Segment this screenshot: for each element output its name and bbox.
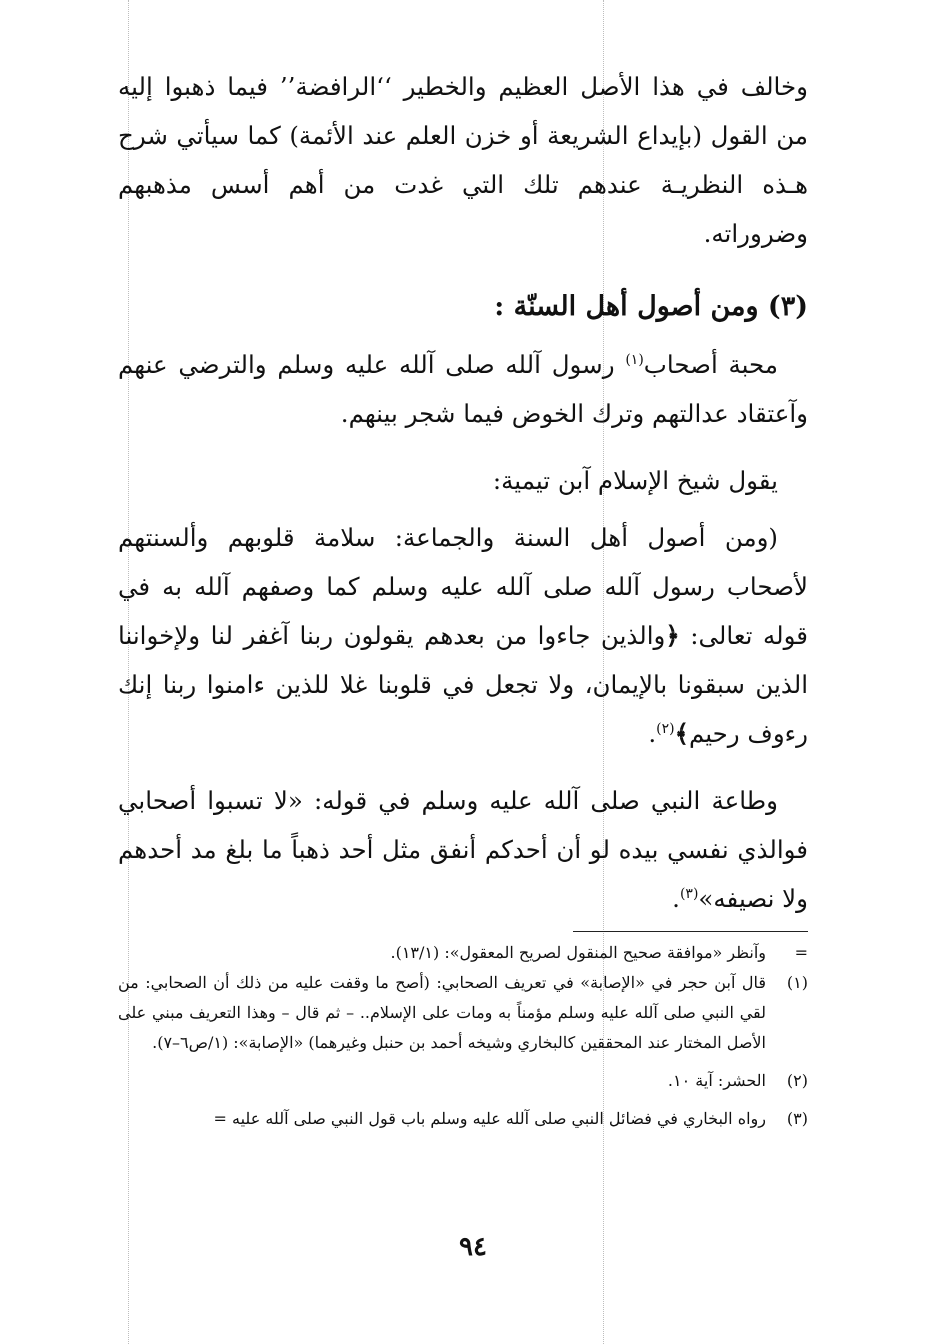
footnote-ref-2: (٢) <box>656 720 675 737</box>
footnote-text: وآنظر «موافقة صحيح المنقول لصريح المعقول»: (١٣/١). <box>390 943 766 962</box>
footnote-number: (٣) <box>786 1109 808 1128</box>
footnote-1 <box>118 968 808 1058</box>
quote-end-period: . <box>648 719 657 748</box>
footnotes <box>118 938 808 1134</box>
paragraph-love-companions-rest: رسول آلله صلى آلله عليه وسلم والترضي عنهم وآعتقاد عدالتهم وترك الخوض فيما شجر بينهم. <box>118 350 808 428</box>
paragraph-love-companions <box>118 340 808 438</box>
footnote-text: قال آبن حجر في «الإصابة» في تعريف الصحابي: (أصح ما وقفت عليه من ذلك أن الصحابي: من لقي النبي صلى آلله عليه وسلم مؤمناً به ومات على الإسلام.. – ثم قال – وهذا التعريف مبني على الأصل المختار عند المحققين كالبخاري وشيخه أحمد بن حنبل وغيرهما) «الإصابة»: (١/ص٦–٧). <box>118 973 766 1052</box>
footnote-ref-1: (١) <box>625 351 644 368</box>
paragraph-ibn-taymiyya-quote <box>118 513 808 758</box>
book-page <box>118 62 808 1134</box>
paragraph-love-companions-start: محبة أصحاب <box>643 350 778 379</box>
footnote-text: الحشر: آية ١٠. <box>667 1071 766 1090</box>
quote-text: (ومن أصول أهل السنة والجماعة: سلامة قلوبهم وألسنتهم لأصحاب رسول آلله صلى آلله عليه وسلم كما وصفهم آلله به في قوله تعالى: <box>118 523 808 650</box>
footnote-number: (١) <box>786 973 808 992</box>
section-heading: (٣) ومن أصول أهل السنّة : <box>494 291 808 322</box>
footnote-2 <box>118 1066 808 1096</box>
ornate-bracket-close: ﴾ <box>674 719 689 748</box>
footnote-text: رواه البخاري في فضائل النبي صلى آلله عليه وسلم باب قول النبي صلى آلله عليه = <box>213 1109 766 1128</box>
paragraph-hadith <box>118 776 808 923</box>
footnote-separator <box>573 931 808 932</box>
page-number: ٩٤ <box>459 1232 487 1262</box>
footnote-continued <box>118 938 808 968</box>
paragraph-ibn-taymiyya-intro: يقول شيخ الإسلام آبن تيمية: <box>492 466 778 495</box>
footnote-ref-3: (٣) <box>679 885 699 902</box>
quran-verse: والذين جاءوا من بعدهم يقولون ربنا آغفر لنا ولإخواننا الذين سبقونا بالإيمان، ولا تجعل في قلوبنا غلا للذين ءامنوا ربنا إنك رءوف رحيم <box>118 621 808 748</box>
hadith-text: وطاعة النبي صلى آلله عليه وسلم في قوله: «لا تسبوا أصحابي فوالذي نفسي بيده لو أن أحدكم أنفق مثل أحد ذهباً ما بلغ مد أحدهم ولا نصيفه» <box>118 786 808 913</box>
hadith-end-period: . <box>672 884 680 913</box>
ornate-bracket-open: ﴿ <box>665 621 680 650</box>
paragraph-rafida: وخالف في هذا الأصل العظيم والخطير ‘‘الرافضة’’ فيما ذهبوا إليه من القول (بإيداع الشريعة أو خزن العلم عند الأئمة) كما سيأتي شرح هـذه النظريـة عندهم تلك التي غدت من أهم أسس مذهبهم وضروراته. <box>118 72 808 248</box>
footnote-3 <box>118 1104 808 1134</box>
footnote-number: (٢) <box>786 1071 808 1090</box>
footnote-marker: = <box>794 943 808 962</box>
